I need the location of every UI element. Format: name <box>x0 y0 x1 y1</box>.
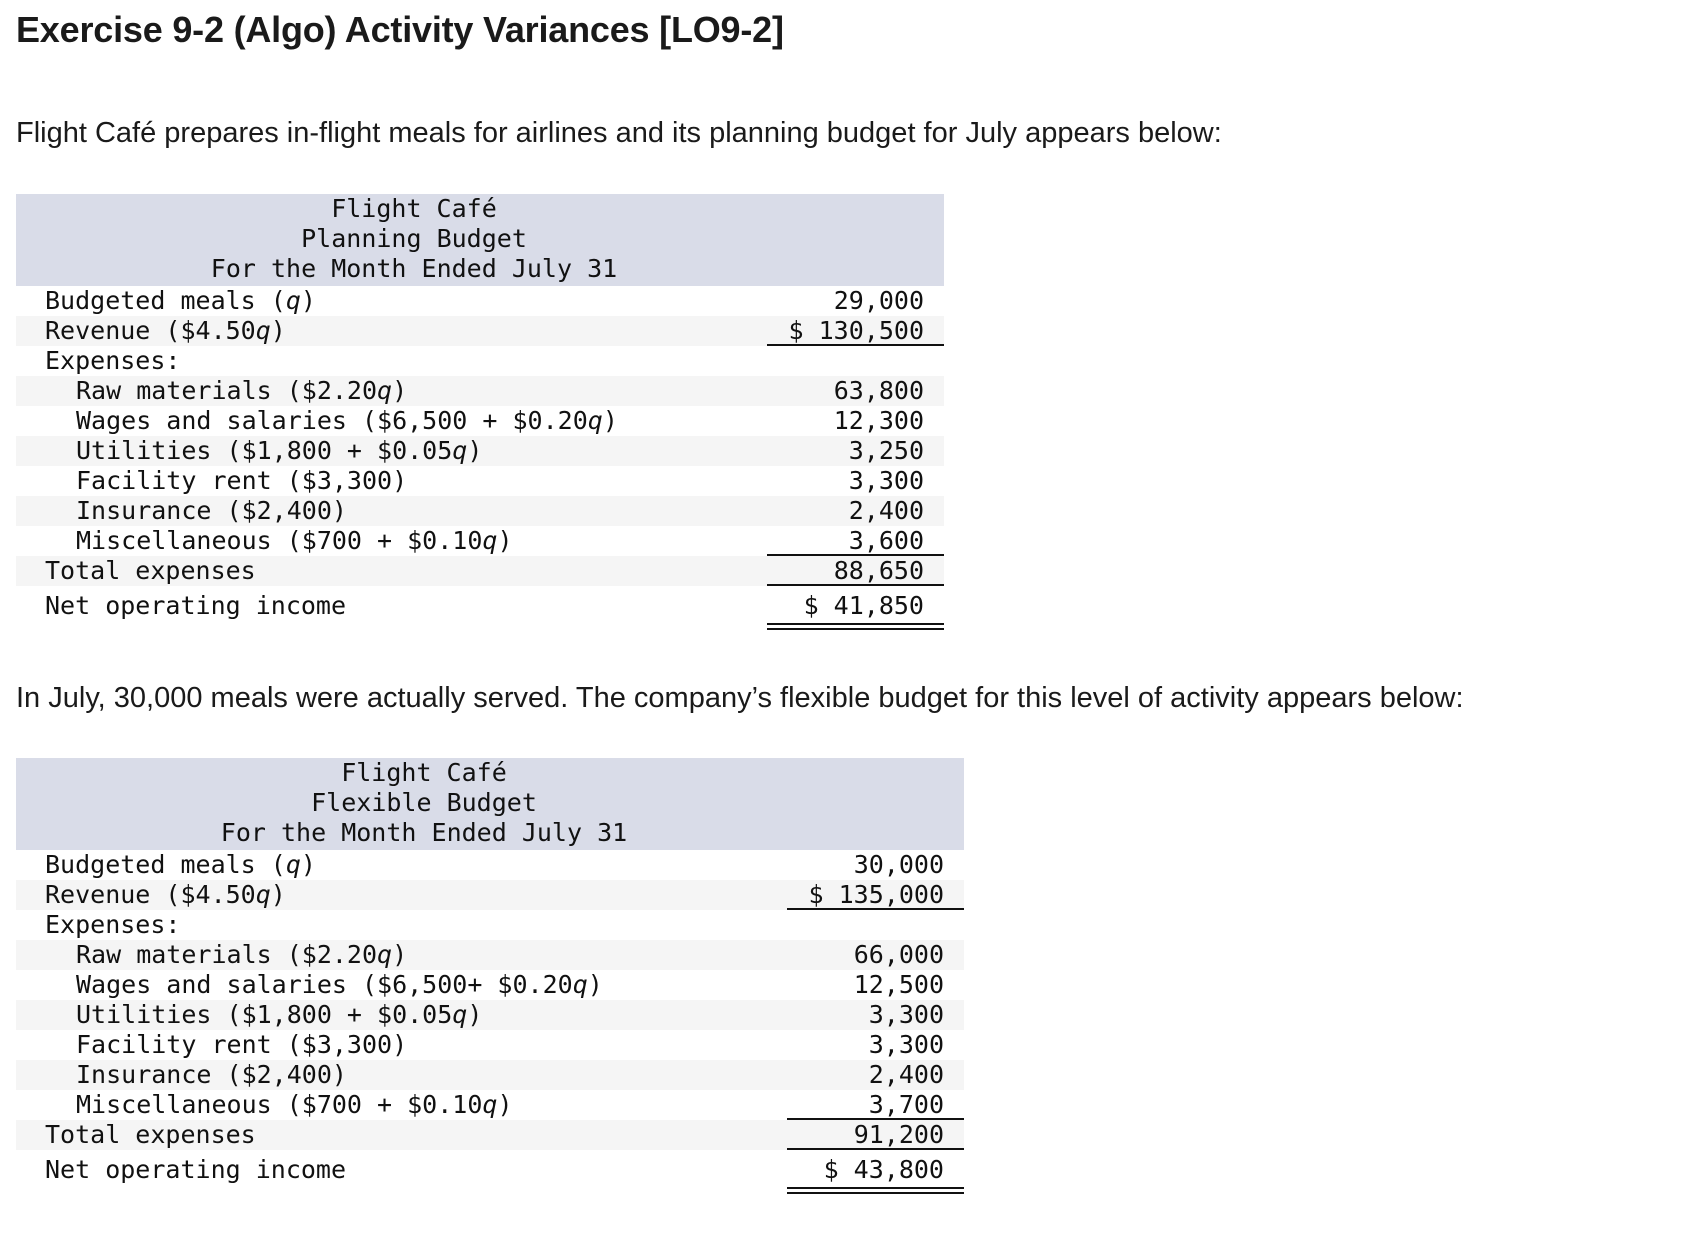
flexible-row-revenue <box>16 880 964 910</box>
planning-total-value: 88,650 <box>833 556 924 585</box>
planning-row-insurance <box>16 496 944 526</box>
planning-expense-label: Insurance ($2,400) <box>76 496 347 525</box>
planning-expense-value: 12,300 <box>833 406 924 435</box>
flexible-row-facility-rent <box>16 1030 964 1060</box>
planning-expenses-label: Expenses: <box>45 346 181 375</box>
flexible-meals-label: Budgeted meals (q) <box>45 850 316 879</box>
flexible-row-miscellaneous <box>16 1090 964 1120</box>
planning-meals-value: 29,000 <box>833 286 924 315</box>
flexible-row-wages <box>16 970 964 1000</box>
flexible-expense-value: 2,400 <box>868 1060 944 1089</box>
flexible-expense-value: 3,300 <box>868 1030 944 1059</box>
flexible-expense-label: Insurance ($2,400) <box>76 1060 347 1089</box>
planning-expense-label: Miscellaneous ($700 + $0.10q) <box>76 526 513 555</box>
planning-row-raw-materials <box>16 376 944 406</box>
flexible-row-meals <box>16 850 964 880</box>
flexible-noi-double-underline <box>787 1187 964 1194</box>
flexible-expenses-label: Expenses: <box>45 910 181 939</box>
planning-noi-label: Net operating income <box>45 591 347 620</box>
intro-planning-paragraph: Flight Café prepares in-flight meals for airlines and its planning budget for July appears below: <box>16 117 1222 149</box>
planning-company-name: Flight Café <box>331 194 497 223</box>
planning-noi-double-underline <box>767 623 944 630</box>
planning-expense-value: 3,600 <box>848 526 924 555</box>
planning-meals-label: Budgeted meals (q) <box>45 286 316 315</box>
flexible-budget-table <box>16 758 964 1190</box>
planning-budget-table <box>16 194 944 626</box>
flexible-total-label: Total expenses <box>45 1120 256 1149</box>
planning-row-total-expenses <box>16 556 944 586</box>
flexible-noi-label: Net operating income <box>45 1155 347 1184</box>
planning-budget-name: Planning Budget <box>301 224 527 253</box>
flexible-row-raw-materials <box>16 940 964 970</box>
planning-expense-label: Wages and salaries ($6,500 + $0.20q) <box>76 406 618 435</box>
planning-row-miscellaneous <box>16 526 944 556</box>
flexible-expense-label: Raw materials ($2.20q) <box>76 940 408 969</box>
flexible-expense-value: 3,300 <box>868 1000 944 1029</box>
flexible-row-insurance <box>16 1060 964 1090</box>
flexible-row-net-operating-income <box>16 1150 964 1190</box>
planning-budget-header <box>16 194 944 286</box>
flexible-budget-name: Flexible Budget <box>311 788 537 817</box>
flexible-total-value: 91,200 <box>853 1120 944 1149</box>
planning-total-label: Total expenses <box>45 556 256 585</box>
flexible-expense-value: 12,500 <box>853 970 944 999</box>
flexible-noi-value: $ 43,800 <box>823 1155 944 1184</box>
intro-flexible-paragraph: In July, 30,000 meals were actually served. The company’s flexible budget for this level of activity appears below: <box>16 682 1464 714</box>
planning-row-revenue <box>16 316 944 346</box>
page-title: Exercise 9-2 (Algo) Activity Variances [LO9-2] <box>16 9 784 50</box>
flexible-meals-value: 30,000 <box>853 850 944 879</box>
planning-revenue-label: Revenue ($4.50q) <box>45 316 286 345</box>
planning-row-wages <box>16 406 944 436</box>
flexible-period: For the Month Ended July 31 <box>220 818 628 847</box>
planning-expense-label: Raw materials ($2.20q) <box>76 376 408 405</box>
flexible-row-total-expenses <box>16 1120 964 1150</box>
flexible-company-name: Flight Café <box>341 758 507 787</box>
planning-expense-value: 3,250 <box>848 436 924 465</box>
flexible-expense-label: Wages and salaries ($6,500+ $0.20q) <box>76 970 603 999</box>
planning-row-utilities <box>16 436 944 466</box>
flexible-expense-value: 3,700 <box>868 1090 944 1119</box>
flexible-expense-value: 66,000 <box>853 940 944 969</box>
planning-row-net-operating-income <box>16 586 944 626</box>
flexible-budget-header <box>16 758 964 850</box>
flexible-row-expenses-heading <box>16 910 964 940</box>
flexible-revenue-label: Revenue ($4.50q) <box>45 880 286 909</box>
planning-row-meals <box>16 286 944 316</box>
flexible-revenue-value: $ 135,000 <box>808 880 944 909</box>
planning-expense-label: Facility rent ($3,300) <box>76 466 408 495</box>
planning-expense-value: 2,400 <box>848 496 924 525</box>
planning-row-facility-rent <box>16 466 944 496</box>
planning-revenue-value: $ 130,500 <box>788 316 924 345</box>
planning-expense-label: Utilities ($1,800 + $0.05q) <box>76 436 483 465</box>
flexible-expense-label: Miscellaneous ($700 + $0.10q) <box>76 1090 513 1119</box>
planning-expense-value: 63,800 <box>833 376 924 405</box>
planning-expense-value: 3,300 <box>848 466 924 495</box>
flexible-row-utilities <box>16 1000 964 1030</box>
flexible-expense-label: Utilities ($1,800 + $0.05q) <box>76 1000 483 1029</box>
planning-period: For the Month Ended July 31 <box>210 254 618 283</box>
planning-noi-value: $ 41,850 <box>803 591 924 620</box>
flexible-expense-label: Facility rent ($3,300) <box>76 1030 408 1059</box>
planning-row-expenses-heading <box>16 346 944 376</box>
